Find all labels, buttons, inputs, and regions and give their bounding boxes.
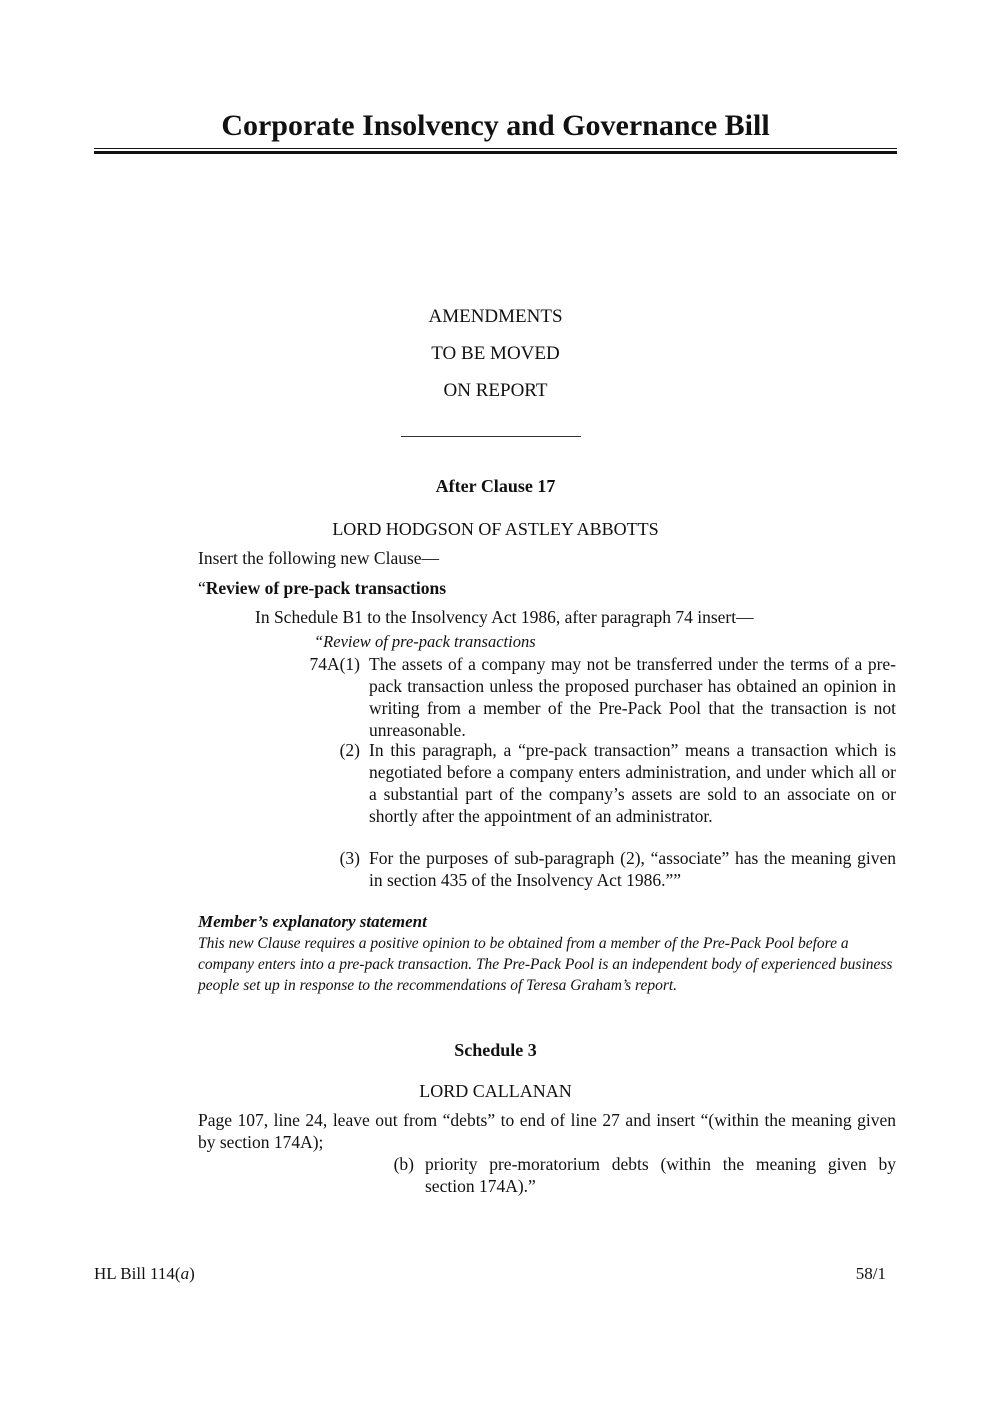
amendment-position: After Clause 17 [435,476,556,496]
sub-item-text: priority pre-moratorium debts (within the meaning given by section 174A).” [425,1154,896,1196]
sub-item-number: (b) [393,1154,414,1174]
section-divider [401,436,581,437]
amendment-position: Schedule 3 [454,1040,537,1060]
paragraph-number: 74A(1) [309,654,360,674]
bill-ref-letter: a [180,1264,190,1283]
bill-ref-prefix: HL Bill 114( [94,1264,181,1283]
clause-intro: In Schedule B1 to the Insolvency Act 1986, after paragraph 74 insert— [255,607,754,627]
explanatory-text: This new Clause requires a positive opinion to be obtained from a member of the Pre-Pack Pool before a company enters into a pre-pack transaction. The Pre-Pack Pool is an independent body of experienced business people set up in response to the recommendations of Teresa Graham’s report. [198,935,893,994]
page-number: 58/1 [855,1264,886,1283]
amendment-member: LORD CALLANAN [419,1081,572,1101]
clause-title-text: Review of pre-pack transactions [205,578,447,598]
title-rule-thick [94,151,897,154]
paragraph-number: (2) [339,740,360,760]
heading-amendments: AMENDMENTS [428,306,563,327]
amendment-member: LORD HODGSON OF ASTLEY ABBOTTS [332,519,659,539]
paragraph-text: For the purposes of sub-paragraph (2), “associate” has the meaning given in section 435 of the Insolvency Act 1986.”” [369,848,896,890]
explanatory-heading: Member’s explanatory statement [198,912,427,931]
heading-to-be-moved: TO BE MOVED [431,343,560,364]
paragraph-title: “Review of pre-pack transactions [314,632,536,651]
title-rule-thin [94,148,897,149]
document-title: Corporate Insolvency and Governance Bill [221,109,770,142]
heading-on-report: ON REPORT [443,380,548,401]
amendment-instruction: Insert the following new Clause— [198,548,440,568]
paragraph-text: The assets of a company may not be transferred under the terms of a pre-pack transaction unless the proposed purchaser has obtained an opinion in writing from a member of the Pre-Pack Pool that the transaction is not unreasonable. [369,654,896,740]
open-quote: “ [198,578,206,598]
paragraph-text: In this paragraph, a “pre-pack transaction” means a transaction which is negotiated before a company enters administration, and under which all or a substantial part of the company’s assets are sold to an associate on or shortly after the appointment of an administrator. [369,740,896,826]
bill-ref-suffix: ) [189,1264,195,1283]
amendment-instruction: Page 107, line 24, leave out from “debts” to end of line 27 and insert “(within the meaning given by section 174A); [198,1110,896,1152]
bill-reference [94,1264,195,1284]
new-clause-title [198,577,446,599]
paragraph-number: (3) [339,848,360,868]
